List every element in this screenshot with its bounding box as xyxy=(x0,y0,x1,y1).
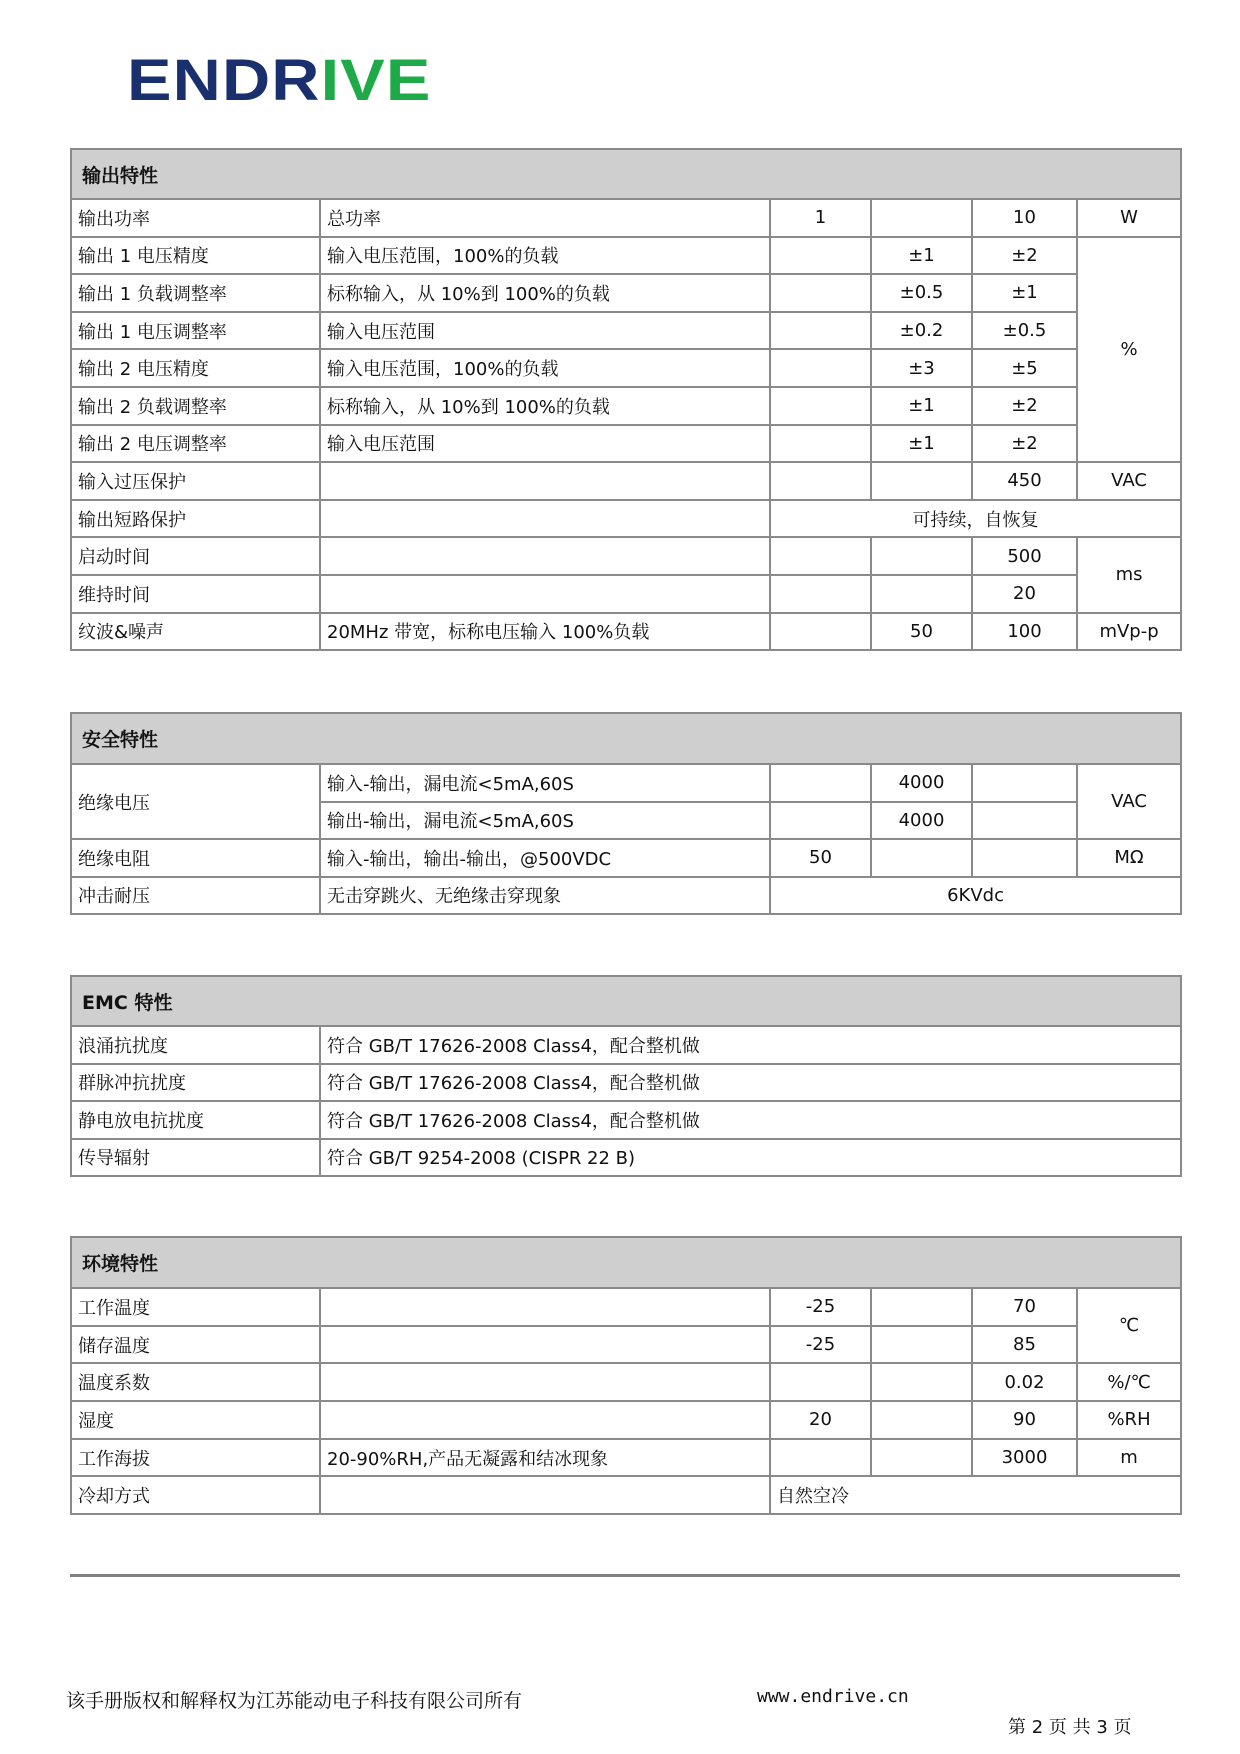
table-cell: 0.02 xyxy=(972,1363,1077,1401)
endrive-logo: ENDRIVE xyxy=(127,48,432,113)
table-cell: ±1 xyxy=(871,237,972,275)
table-cell: 1 xyxy=(770,199,871,237)
param-name: 工作温度 xyxy=(71,1288,320,1326)
table-cell: 20 xyxy=(770,1401,871,1439)
table-cell xyxy=(320,1363,770,1401)
table-cell xyxy=(871,575,972,613)
table-cell: ±3 xyxy=(871,349,972,387)
param-name: 储存温度 xyxy=(71,1326,320,1364)
param-name: 输出短路保护 xyxy=(71,500,320,538)
table-cell: 450 xyxy=(972,462,1077,500)
table-cell xyxy=(871,537,972,575)
param-name: 输出 2 电压调整率 xyxy=(71,425,320,463)
table-cell: ±5 xyxy=(972,349,1077,387)
table-cell xyxy=(770,802,871,840)
table-cell: 输入电压范围，100%的负载 xyxy=(320,237,770,275)
param-name: 冲击耐压 xyxy=(71,877,320,915)
table-cell: 10 xyxy=(972,199,1077,237)
table-cell xyxy=(770,613,871,651)
table-cell: 输入-输出，输出-输出，@500VDC xyxy=(320,839,770,877)
table-cell: ±2 xyxy=(972,425,1077,463)
table-cell xyxy=(871,1363,972,1401)
param-name: 输出-输出，漏电流<5mA,60S xyxy=(320,802,770,840)
table-cell: VAC xyxy=(1077,462,1181,500)
table-cell: 50 xyxy=(871,613,972,651)
section-header: 环境特性 xyxy=(71,1237,1181,1288)
table-cell xyxy=(320,537,770,575)
table-cell: ℃ xyxy=(1077,1288,1181,1363)
table-row xyxy=(71,199,1181,237)
table-cell xyxy=(320,462,770,500)
spec-table-1 xyxy=(70,712,1182,915)
table-cell: 4000 xyxy=(871,802,972,840)
param-name: 输出功率 xyxy=(71,199,320,237)
table-row xyxy=(71,237,1181,275)
table-cell: 可持续，自恢复 xyxy=(770,500,1181,538)
table-cell xyxy=(320,500,770,538)
table-row xyxy=(71,1326,1181,1364)
copyright-text: 该手册版权和解释权为江苏能动电子科技有限公司所有 xyxy=(66,1690,523,1712)
table-row xyxy=(71,349,1181,387)
table-cell: %RH xyxy=(1077,1401,1181,1439)
param-name: 传导辐射 xyxy=(71,1139,320,1177)
table-cell: 100 xyxy=(972,613,1077,651)
table-cell xyxy=(770,425,871,463)
table-cell: MΩ xyxy=(1077,839,1181,877)
table-row xyxy=(71,1363,1181,1401)
table-cell xyxy=(871,462,972,500)
table-cell xyxy=(871,1439,972,1477)
table-cell xyxy=(770,237,871,275)
table-cell: 输入电压范围 xyxy=(320,312,770,350)
table-cell xyxy=(770,575,871,613)
table-row xyxy=(71,1064,1181,1102)
table-cell: 20 xyxy=(972,575,1077,613)
table-row xyxy=(71,500,1181,538)
table-cell: ±2 xyxy=(972,387,1077,425)
table-cell: 无击穿跳火、无绝缘击穿现象 xyxy=(320,877,770,915)
param-name: 启动时间 xyxy=(71,537,320,575)
table-row xyxy=(71,537,1181,575)
table-row xyxy=(71,462,1181,500)
table-cell xyxy=(770,1439,871,1477)
spec-table-2 xyxy=(70,975,1182,1177)
table-row xyxy=(71,613,1181,651)
table-cell: ±1 xyxy=(871,387,972,425)
table-cell xyxy=(770,312,871,350)
table-cell: 4000 xyxy=(871,764,972,802)
table-row xyxy=(71,1026,1181,1064)
table-cell xyxy=(320,575,770,613)
section-header: 输出特性 xyxy=(71,149,1181,199)
table-cell xyxy=(871,1288,972,1326)
table-cell: 输入电压范围 xyxy=(320,425,770,463)
param-name: 输出 2 电压精度 xyxy=(71,349,320,387)
table-row xyxy=(71,1139,1181,1177)
table-cell xyxy=(770,349,871,387)
table-cell xyxy=(770,387,871,425)
table-cell xyxy=(770,274,871,312)
table-cell: 6KVdc xyxy=(770,877,1181,915)
table-cell: ±0.2 xyxy=(871,312,972,350)
table-cell: 符合 GB/T 17626-2008 Class4，配合整机做 xyxy=(320,1026,1181,1064)
table-cell: 50 xyxy=(770,839,871,877)
table-row xyxy=(71,1439,1181,1477)
param-name: 输出 1 负载调整率 xyxy=(71,274,320,312)
param-name: 输出 1 电压调整率 xyxy=(71,312,320,350)
table-cell: ±1 xyxy=(972,274,1077,312)
table-cell: 500 xyxy=(972,537,1077,575)
footer-divider xyxy=(70,1574,1180,1577)
table-cell: m xyxy=(1077,1439,1181,1477)
param-name: 湿度 xyxy=(71,1401,320,1439)
table-cell: 自然空冷 xyxy=(770,1476,1181,1514)
table-cell xyxy=(320,1288,770,1326)
table-cell: ms xyxy=(1077,537,1181,612)
table-cell xyxy=(871,199,972,237)
table-cell: W xyxy=(1077,199,1181,237)
table-cell: 输入电压范围，100%的负载 xyxy=(320,349,770,387)
table-cell: 90 xyxy=(972,1401,1077,1439)
param-name: 工作海拔 xyxy=(71,1439,320,1477)
table-cell: ±1 xyxy=(871,425,972,463)
table-cell: mVp-p xyxy=(1077,613,1181,651)
table-cell: -25 xyxy=(770,1326,871,1364)
table-row xyxy=(71,1401,1181,1439)
param-name: 输出 1 电压精度 xyxy=(71,237,320,275)
param-name: 纹波&噪声 xyxy=(71,613,320,651)
table-cell: 符合 GB/T 17626-2008 Class4，配合整机做 xyxy=(320,1101,1181,1139)
table-cell: 输入-输出，漏电流<5mA,60S xyxy=(320,764,770,802)
param-name: 输出 2 负载调整率 xyxy=(71,387,320,425)
table-cell xyxy=(972,839,1077,877)
table-row xyxy=(71,764,1181,802)
table-cell xyxy=(320,1476,770,1514)
website-link[interactable]: www.endrive.cn xyxy=(757,1686,909,1707)
table-row xyxy=(71,839,1181,877)
param-name: 浪涌抗扰度 xyxy=(71,1026,320,1064)
table-cell: 85 xyxy=(972,1326,1077,1364)
spec-table-3 xyxy=(70,1236,1182,1515)
table-row xyxy=(71,387,1181,425)
section-header: 安全特性 xyxy=(71,713,1181,764)
table-cell: 标称输入，从 10%到 100%的负载 xyxy=(320,274,770,312)
table-cell: 3000 xyxy=(972,1439,1077,1477)
param-name: 绝缘电压 xyxy=(71,764,320,839)
table-cell: %/℃ xyxy=(1077,1363,1181,1401)
table-cell xyxy=(770,764,871,802)
param-name: 静电放电抗扰度 xyxy=(71,1101,320,1139)
param-name: 群脉冲抗扰度 xyxy=(71,1064,320,1102)
table-cell: 符合 GB/T 9254-2008 (CISPR 22 B) xyxy=(320,1139,1181,1177)
param-name: 冷却方式 xyxy=(71,1476,320,1514)
table-cell: 总功率 xyxy=(320,199,770,237)
table-row xyxy=(71,274,1181,312)
table-row xyxy=(71,312,1181,350)
table-row xyxy=(71,1288,1181,1326)
page-number: 第 2 页 共 3 页 xyxy=(1008,1717,1132,1738)
table-row xyxy=(71,877,1181,915)
table-cell: 70 xyxy=(972,1288,1077,1326)
param-name: 维持时间 xyxy=(71,575,320,613)
table-row xyxy=(71,1476,1181,1514)
param-name: 温度系数 xyxy=(71,1363,320,1401)
table-row xyxy=(71,1101,1181,1139)
spec-table-0 xyxy=(70,148,1182,651)
table-cell: % xyxy=(1077,237,1181,463)
table-cell: 20-90%RH,产品无凝露和结冰现象 xyxy=(320,1439,770,1477)
table-cell: 20MHz 带宽，标称电压输入 100%负载 xyxy=(320,613,770,651)
table-row xyxy=(71,425,1181,463)
param-name: 输入过压保护 xyxy=(71,462,320,500)
table-cell: 符合 GB/T 17626-2008 Class4，配合整机做 xyxy=(320,1064,1181,1102)
table-cell xyxy=(871,1326,972,1364)
table-cell xyxy=(320,1326,770,1364)
table-cell xyxy=(972,764,1077,802)
table-cell: ±0.5 xyxy=(871,274,972,312)
table-cell xyxy=(320,1401,770,1439)
table-cell: -25 xyxy=(770,1288,871,1326)
table-cell: VAC xyxy=(1077,764,1181,839)
table-cell xyxy=(770,537,871,575)
table-cell: ±0.5 xyxy=(972,312,1077,350)
table-cell xyxy=(770,1363,871,1401)
param-name: 绝缘电阻 xyxy=(71,839,320,877)
section-header: EMC 特性 xyxy=(71,976,1181,1026)
table-cell xyxy=(972,802,1077,840)
table-cell xyxy=(871,839,972,877)
table-cell: ±2 xyxy=(972,237,1077,275)
table-row xyxy=(71,575,1181,613)
table-cell: 标称输入，从 10%到 100%的负载 xyxy=(320,387,770,425)
table-cell xyxy=(770,462,871,500)
table-cell xyxy=(871,1401,972,1439)
